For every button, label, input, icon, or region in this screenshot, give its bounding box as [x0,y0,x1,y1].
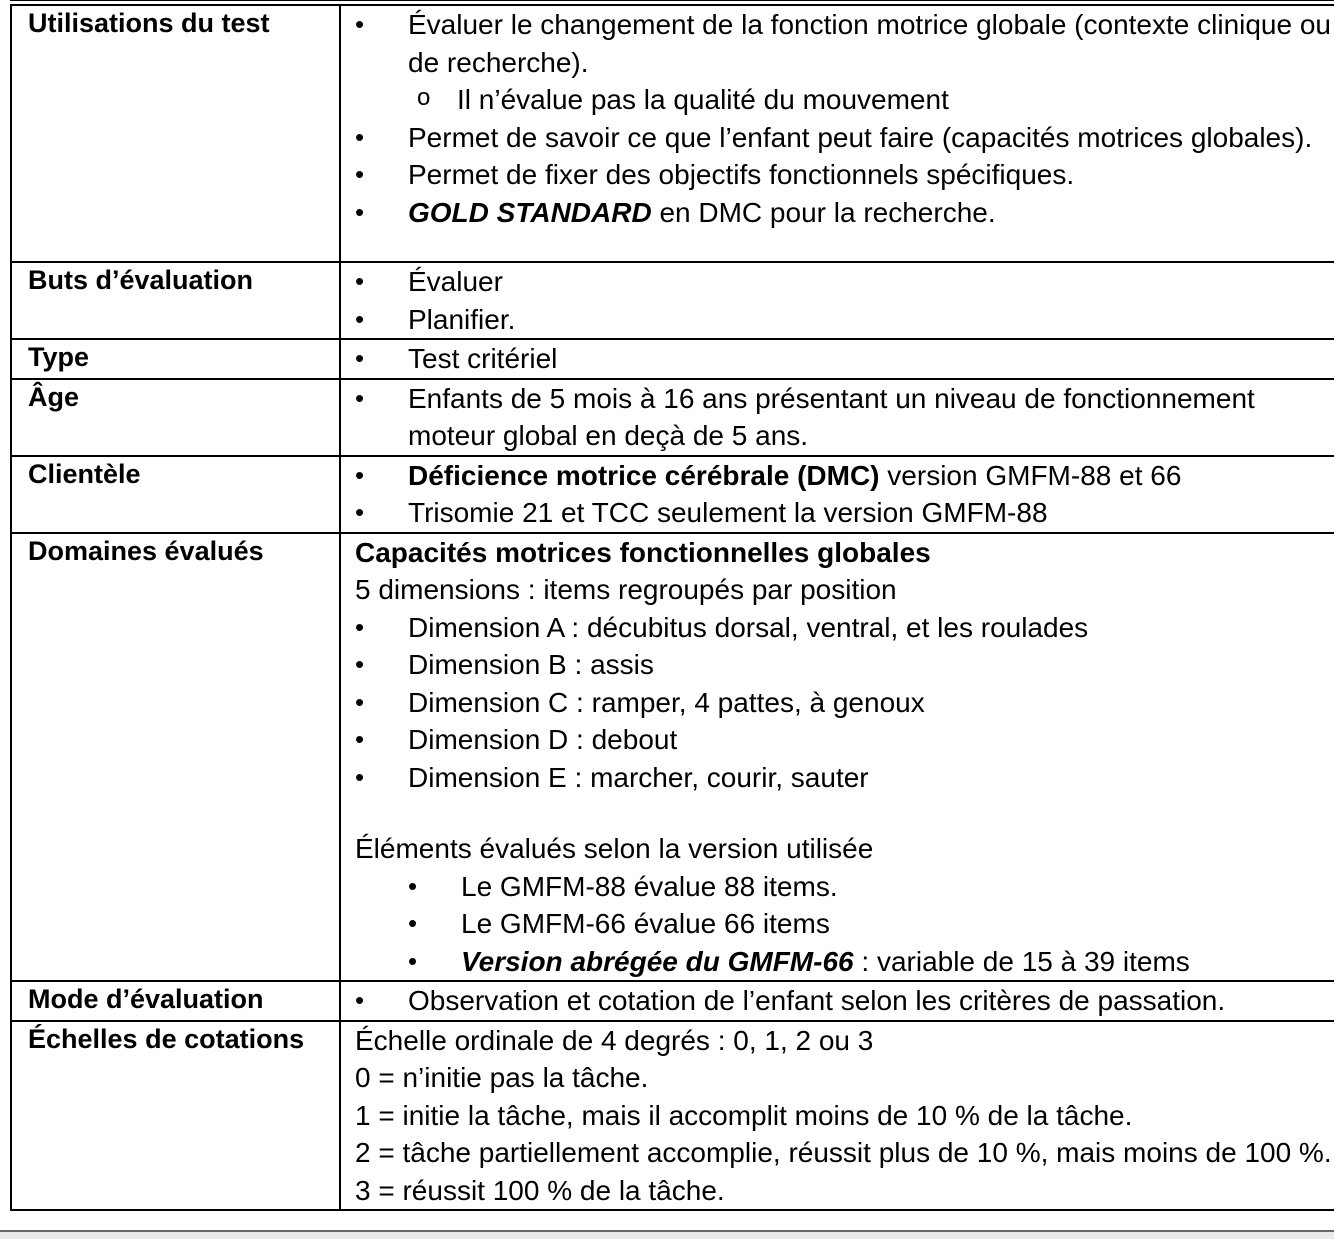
row-label: Utilisations du test [11,5,340,262]
bullet-list [355,340,1334,378]
row-label: Buts d’évaluation [11,262,340,339]
dmc-emphasis: Déficience motrice cérébrale (DMC) [408,459,880,491]
row-content [340,379,1334,456]
table-row [11,981,1334,1021]
short-version-text: : variable de 15 à 39 items [853,945,1190,977]
list-item: • Dimension D : debout [355,721,1334,759]
bullet-list [355,6,1334,231]
list-item: • Enfants de 5 mois à 16 ans présentant un niveau de fonctionnement moteur global en deçà de 5 ans. [355,380,1334,455]
table-row [11,5,1334,262]
list-item [355,194,1334,232]
scale-line: 0 = n’initie pas la tâche. [355,1062,649,1093]
version-list [408,868,1334,981]
test-info-table [10,4,1334,1211]
table-row [11,339,1334,379]
list-item: • Planifier. [355,301,1334,339]
list-item [408,943,1334,981]
versions-intro: Éléments évalués selon la version utilisée [355,833,874,864]
list-item [355,457,1334,495]
row-content [340,456,1334,533]
gold-standard-text: en DMC pour la recherche. [651,196,996,228]
list-item: • Dimension B : assis [355,646,1334,684]
list-item: • Évaluer [355,263,1334,301]
row-label: Clientèle [11,456,340,533]
list-item: • Permet de fixer des objectifs fonctionnels spécifiques. [355,156,1334,194]
list-item: • Test critériel [355,340,1334,378]
list-item: • Dimension A : décubitus dorsal, ventral, et les roulades [355,609,1334,647]
spacer [355,796,1334,830]
row-label: Échelles de cotations [11,1021,340,1211]
list-item: • Le GMFM-66 évalue 66 items [408,905,1334,943]
row-content [340,339,1334,379]
scale-line: 1 = initie la tâche, mais il accomplit moins de 10 % de la tâche. [355,1099,1133,1131]
dimension-list [355,609,1334,797]
table-row [11,533,1334,982]
row-label: Âge [11,379,340,456]
scale-line: 2 = tâche partiellement accomplie, réussit plus de 10 %, mais moins de 100 %. [355,1137,1332,1168]
list-item: • Le GMFM-88 évalue 88 items. [408,868,1334,906]
row-content [340,981,1334,1021]
scale-line: 3 = réussit 100 % de la tâche. [355,1174,725,1206]
gold-standard-emphasis: GOLD STANDARD [408,196,652,228]
table-row [11,379,1334,456]
short-version-emphasis: Version abrégée du GMFM-66 [461,945,854,977]
sub-list-item: o Il n’évalue pas la qualité du mouvement [408,81,1334,119]
list-item: • Dimension C : ramper, 4 pattes, à genoux [355,684,1334,722]
row-content [340,533,1334,982]
sub-bullet-list [408,81,1334,119]
list-item: • Observation et cotation de l’enfant selon les critères de passation. [355,982,1334,1020]
table-row [11,456,1334,533]
next-row-strip [0,1230,1334,1239]
row-label: Mode d’évaluation [11,981,340,1021]
bullet-list [355,457,1334,532]
bullet-list [355,380,1334,455]
row-content [340,262,1334,339]
list-item: • Trisomie 21 et TCC seulement la version GMFM-88 [355,494,1334,532]
bullet-list [355,982,1334,1020]
dmc-text: version GMFM-88 et 66 [879,459,1182,491]
row-label: Domaines évalués [11,533,340,982]
bullet-list [355,263,1334,338]
list-item: • Dimension E : marcher, courir, sauter [355,759,1334,797]
scale-line: Échelle ordinale de 4 degrés : 0, 1, 2 ou 3 [355,1024,874,1056]
row-content [340,1021,1334,1211]
list-item [355,6,1334,119]
table-row [11,1021,1334,1211]
list-item-text: Évaluer le changement de la fonction motrice globale (contexte clinique ou de recherche). [408,9,1332,78]
section-heading: Capacités motrices fonctionnelles globales [355,536,931,568]
row-content [340,5,1334,262]
list-item: • Permet de savoir ce que l’enfant peut faire (capacités motrices globales). [355,119,1334,157]
table-row [11,262,1334,339]
row-label: Type [11,339,340,379]
section-intro: 5 dimensions : items regroupés par position [355,574,897,605]
